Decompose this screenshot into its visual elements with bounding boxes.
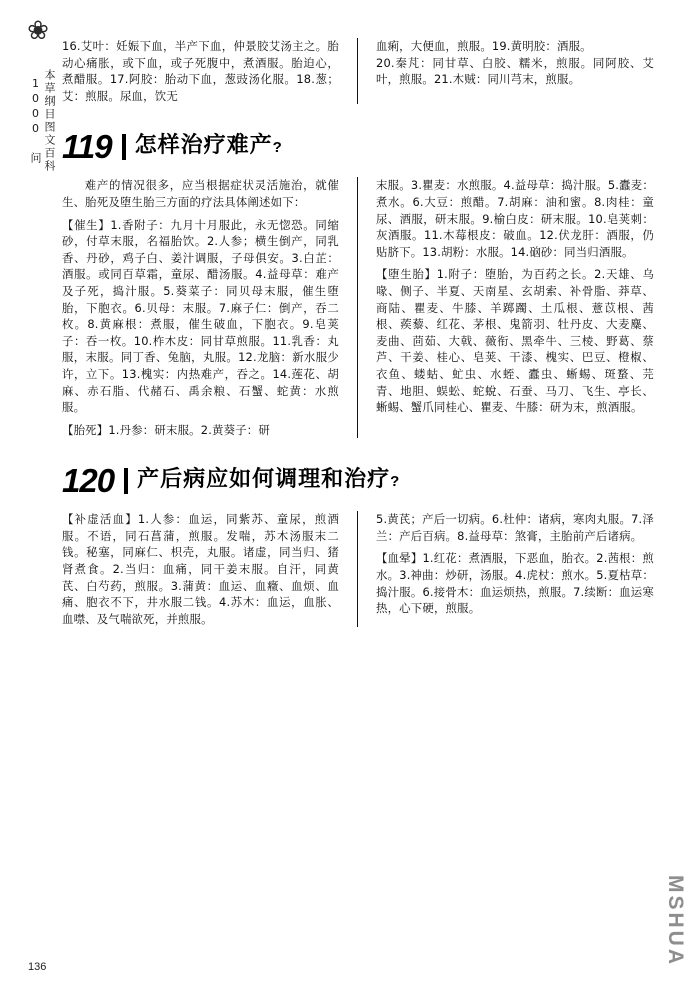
paragraph: 【补虚活血】1.人参：血运，同紫苏、童尿，煎酒服。不语，同石菖蒲，煎服。发喘，苏木汤服末二钱。秘塞，同麻仁、枳壳，丸服。诸虚，同当归、猪肾煮食。2.当归：血痛，同干姜末服。自汗，同黄芪、白芍药，煎服。3.蒲黄：血运、血癥、血烦、血痛、胞衣不下，井水服二钱。4.苏木：血运，血胀、血噤、及气喘欲死，并煎服。 [62, 512, 339, 626]
section-120-left-column [62, 511, 358, 627]
paragraph: 【胎死】1.丹参：研末服。2.黄葵子：研 [62, 422, 270, 437]
question-mark: ? [390, 472, 401, 490]
section-120-right-column [358, 511, 654, 627]
watermark-text: MSHUA [664, 875, 687, 967]
section-title [137, 467, 400, 495]
heading-divider [122, 134, 126, 160]
section-119-right-column [358, 177, 654, 438]
section-number: 120 [62, 462, 115, 500]
paragraph: 20.秦芃：同甘草、白胶、糯米，煎服。同阿胶、艾叶，煎服。21.木贼：同川芎末，煎服。 [376, 55, 654, 87]
paragraph: 难产的情况很多，应当根据症状灵活施治，就催生、胎死及堕生胎三方面的疗法具体阐述如下： [62, 178, 339, 209]
section-119-body [62, 177, 654, 438]
paragraph: 【催生】1.香附子：九月十月服此，永无惚恐。同缩砂，付草末服，名福胎饮。2.人参；横生倒产，同乳香、丹砂，鸡子白、姜汁调服，子母俱安。3.白芷：酒服。或同百草霜，童尿、醋汤服。4.益母草：难产及子死，捣汁服。5.葵菜子：同贝母末服，催生堕胎，下胞衣。6.贝母：末服。7.麻子仁：倒产，吞二枚。8.黄麻根：煮服，催生破血，下胞衣。9.皂荚子：吞一枚。10.柞木皮：同甘草煎服。11.乳香：丸服，末服。同丁香、兔脑，丸服。12.龙脑：新水服少许，立下。13.槐实：内热难产，吞之。14.莲花、胡麻、赤石脂、代赭石、禹余粮、石蟹、蛇黄：水煎服。 [62, 217, 339, 415]
section-title-text: 产后病应如何调理和治疗 [137, 466, 391, 492]
paragraph: 血痢，大便血，煎服。19.黄明胶：酒服。 [376, 39, 592, 53]
paragraph: 【堕生胎】1.附子：堕胎，为百药之长。2.天雄、乌喙、侧子、半夏、天南星、玄胡索、补骨脂、莽草、商陆、瞿麦、牛膝、羊踯躅、土瓜根、薏苡根、茜根、蒺藜、红花、茅根、鬼箭羽、牡丹皮、大麦麋、麦曲、茴茹、大戟、薇衔、黑牵牛、三棱、野葛、蔡芦、干姜、桂心、皂荚、干漆、槐实、巴豆、橙椒、衣鱼、蝼蛄、虻虫、水蛭、蠹虫、蜥蜴、斑蝥、芫青、地胆、蜈蚣、蛇蛻、石蚕、马刀、飞生、亭长、蜥蜴、蟹爪同桂心、瞿麦、牛膝：研为末，煎酒服。 [376, 267, 654, 415]
section-119-left-column [62, 177, 358, 438]
paragraph: 【血晕】1.红花：煮酒服，下恶血，胎衣。2.茜根：煎水。3.神曲：炒研，汤服。4.虎杖：煎水。5.夏枯草：捣汁服。6.接骨木：血运烦热，煎服。7.续断：血运寒热，心下硬，煎服。 [376, 551, 654, 616]
section-title [135, 133, 283, 161]
page-number: 136 [28, 961, 47, 973]
section-heading-120 [62, 462, 654, 500]
top-right-column [358, 38, 654, 104]
page-content [62, 38, 654, 627]
top-text-block [62, 38, 654, 104]
book-spine-label [14, 18, 60, 186]
ornament-icon: ❀ [27, 18, 47, 46]
spine-title: 本草纲目图文百科 1000 问 [29, 69, 56, 173]
paragraph: 末服。3.瞿麦：水煎服。4.益母草：捣汁服。5.蠹麦：煮水。6.大豆：煎醋。7.胡麻：油和蜜。8.肉桂：童尿、酒服，研末服。9.榆白皮：研末服。10.皂荚刺：灰酒服。11.木莓根皮：破血。12.伏龙肝：酒服，仍贴脐下。13.胡粉：水服。14.硇砂：同当归酒服。 [376, 178, 654, 259]
top-left-column [62, 38, 358, 104]
paragraph: 16.艾叶：妊娠下血，半产下血，仲景胶艾汤主之。胎动心痛胀，或下血，或子死腹中，煮酒服。胎迫心，煮醋服。17.阿胶：胎动下血，葱豉汤化服。18.葱；艾：煎服。尿血，饮无 [62, 39, 339, 103]
section-title-text: 怎样治疗难产 [134, 132, 273, 158]
heading-divider [124, 468, 128, 494]
section-120-body [62, 511, 654, 627]
section-heading-119 [62, 128, 654, 166]
section-number: 119 [62, 128, 112, 166]
question-mark: ? [272, 138, 283, 156]
paragraph: 5.黄芪；产后一切病。6.杜仲：诸病，寒肉丸服。7.泽兰：产后百病。8.益母草：煞膏，主胎前产后诸病。 [376, 512, 654, 543]
